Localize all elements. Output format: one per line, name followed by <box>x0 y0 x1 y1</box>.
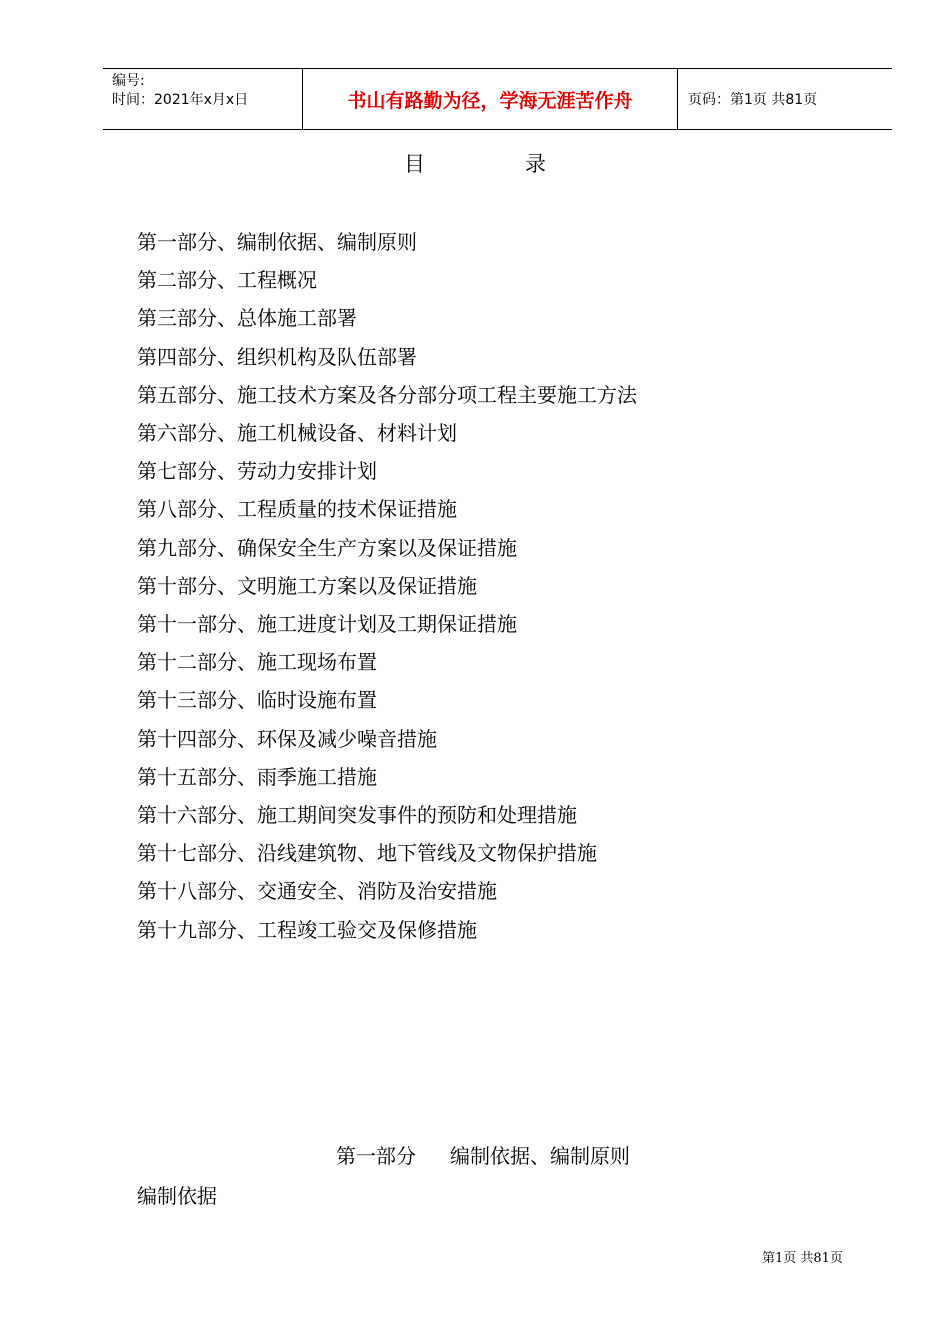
toc-title-right: 录 <box>525 152 546 176</box>
toc-item: 第三部分、总体施工部署 <box>137 306 357 331</box>
page-footer: 第1页 共81页 <box>762 1251 843 1266</box>
toc-item: 第九部分、确保安全生产方案以及保证措施 <box>137 535 517 560</box>
toc-item: 第十六部分、施工期间突发事件的预防和处理措施 <box>137 803 577 828</box>
toc-item: 第四部分、组织机构及队伍部署 <box>137 344 417 369</box>
toc-item: 第十部分、文明施工方案以及保证措施 <box>137 573 477 598</box>
toc-title-left: 目 <box>404 152 425 176</box>
section-part-label: 第一部分 <box>336 1144 416 1168</box>
section-title: 编制依据、编制原则 <box>450 1144 630 1168</box>
toc-item: 第十九部分、工程竣工验交及保修措施 <box>137 917 477 942</box>
toc-item: 第五部分、施工技术方案及各分部分项工程主要施工方法 <box>137 382 637 407</box>
document-date: 时间：2021年x月x日 <box>112 92 249 108</box>
header-motto: 书山有路勤为径，学海无涯苦作舟 <box>303 69 678 129</box>
document-number-label: 编号: <box>112 73 145 89</box>
toc-item: 第八部分、工程质量的技术保证措施 <box>137 497 457 522</box>
toc-item: 第十八部分、交通安全、消防及治安措施 <box>137 879 497 904</box>
toc-item: 第七部分、劳动力安排计划 <box>137 459 377 484</box>
header-meta <box>103 69 303 129</box>
page-header <box>103 68 892 130</box>
toc-item: 第十二部分、施工现场布置 <box>137 650 377 675</box>
toc-item: 第十五部分、雨季施工措施 <box>137 764 377 789</box>
toc-item: 第十七部分、沿线建筑物、地下管线及文物保护措施 <box>137 841 597 866</box>
toc-item: 第六部分、施工机械设备、材料计划 <box>137 421 457 446</box>
toc-item: 第一部分、编制依据、编制原则 <box>137 230 417 254</box>
section-heading <box>336 1140 630 1169</box>
toc-title <box>0 148 950 178</box>
toc-item: 第二部分、工程概况 <box>137 268 317 293</box>
toc-item: 第十一部分、施工进度计划及工期保证措施 <box>137 612 517 637</box>
toc-item: 第十四部分、环保及减少噪音措施 <box>137 726 437 751</box>
toc-item: 第十三部分、临时设施布置 <box>137 688 377 713</box>
subsection-heading: 编制依据 <box>137 1184 217 1208</box>
header-page-info: 页码：第1页 共81页 <box>688 92 818 108</box>
table-of-contents <box>137 223 637 949</box>
